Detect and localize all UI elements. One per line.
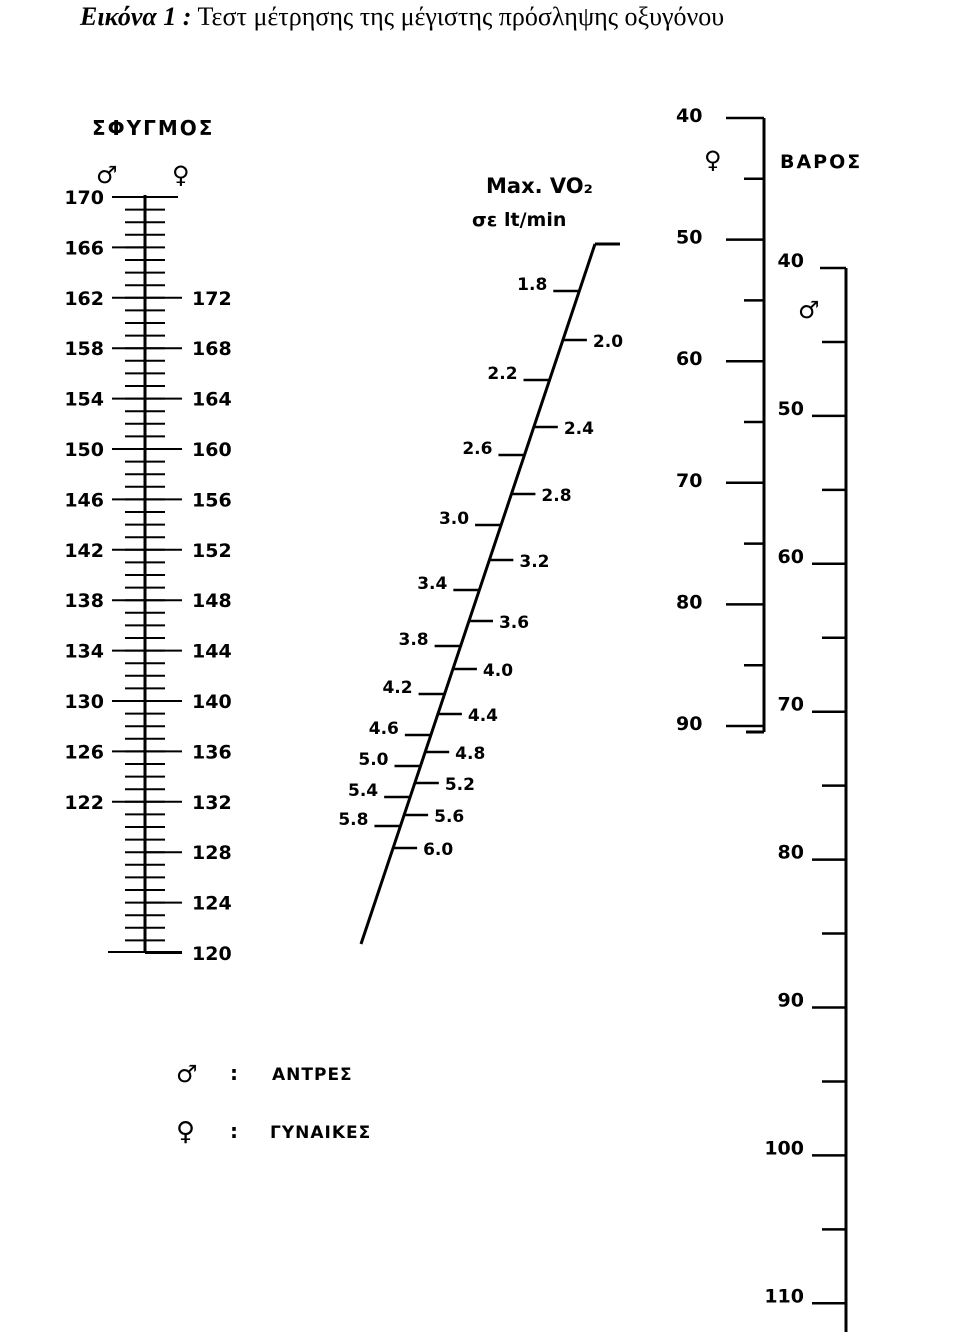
- vo2-right-value: 3.2: [519, 552, 550, 572]
- legend-female-symbol: ♀: [176, 1117, 196, 1147]
- legend-female-label: ΓΥΝΑΙΚΕΣ: [270, 1123, 372, 1143]
- vo2-right-value: 6.0: [423, 840, 454, 860]
- pulse-male-value: 142: [64, 539, 104, 562]
- pulse-female-value: 124: [192, 892, 232, 915]
- pulse-ticks: [108, 197, 182, 953]
- weight-female-marks: [676, 105, 764, 735]
- weight-male-value: 100: [764, 1137, 804, 1160]
- vo2-left-value: 5.8: [338, 810, 369, 830]
- weight-male-marks: [764, 250, 846, 1307]
- pulse-male-value: 150: [64, 439, 104, 461]
- pulse-female-value: 156: [192, 489, 232, 512]
- vo2-left-value: 2.2: [487, 364, 518, 384]
- pulse-male-value: 154: [64, 388, 104, 411]
- weight-male-value: 40: [777, 250, 804, 272]
- legend-male-label: ΑΝΤΡΕΣ: [272, 1065, 353, 1085]
- vo2-left-value: 1.8: [517, 275, 548, 295]
- pulse-female-value: 168: [192, 338, 232, 361]
- vo2-right-value: 2.8: [541, 486, 572, 506]
- vo2-left-value: 3.0: [438, 509, 470, 529]
- pulse-female-value: 172: [192, 287, 232, 310]
- weight-female-value: 70: [676, 469, 703, 492]
- pulse-male-value: 162: [64, 287, 104, 310]
- pulse-scale: [64, 116, 231, 965]
- vo2-left-value: 5.0: [358, 750, 389, 770]
- pulse-female-value: 152: [192, 539, 232, 562]
- vo2-left-value: 4.6: [368, 719, 399, 739]
- weight-male-symbol: ♂: [798, 296, 820, 324]
- weight-female-value: 80: [676, 591, 703, 614]
- vo2-right-marks: [393, 332, 623, 860]
- weight-male-value: 50: [777, 397, 804, 420]
- weight-male-value: 80: [777, 841, 804, 864]
- pulse-female-labels: [192, 288, 232, 965]
- weight-female-value: 60: [676, 348, 703, 371]
- vo2-right-value: 5.2: [444, 775, 475, 795]
- pulse-male-value: 170: [64, 187, 104, 209]
- weight-female-value: 50: [676, 226, 703, 249]
- weight-male-value: 60: [777, 545, 804, 568]
- vo2-scale-unit: σε lt/min: [472, 209, 567, 231]
- vo2-right-value: 3.6: [498, 613, 530, 633]
- legend-male-separator: :: [230, 1061, 238, 1085]
- pulse-male-value: 158: [64, 338, 104, 361]
- legend-male-symbol: ♂: [176, 1060, 198, 1088]
- vo2-right-value: 4.8: [455, 744, 486, 764]
- pulse-male-symbol: ♂: [96, 161, 118, 189]
- pulse-male-value: 166: [64, 237, 104, 260]
- pulse-female-value: 120: [192, 943, 232, 965]
- vo2-axis-line: [361, 244, 595, 944]
- pulse-female-value: 132: [192, 791, 232, 814]
- vo2-left-value: 4.2: [382, 678, 413, 698]
- pulse-male-value: 126: [64, 741, 104, 764]
- weight-female-value: 40: [676, 105, 703, 127]
- vo2-left-value: 3.8: [398, 630, 429, 650]
- pulse-female-symbol: ♀: [172, 161, 190, 189]
- vo2-right-value: 4.0: [482, 661, 514, 681]
- legend: [176, 1060, 371, 1147]
- vo2-scale: [338, 174, 623, 944]
- figure-label: Εικόνα 1 :: [80, 2, 192, 31]
- vo2-right-value: 4.4: [467, 706, 499, 726]
- vo2-scale-title: Max. VO₂: [486, 174, 593, 198]
- weight-male-value: 90: [777, 989, 804, 1012]
- pulse-female-value: 136: [192, 741, 232, 764]
- vo2-right-value: 2.0: [592, 332, 624, 352]
- weight-male-value: 110: [764, 1285, 804, 1308]
- weight-male-value: 70: [777, 693, 804, 716]
- pulse-scale-title: ΣΦΥΓΜΟΣ: [92, 116, 215, 140]
- vo2-left-value: 2.6: [462, 439, 493, 459]
- vo2-right-value: 5.6: [434, 807, 465, 827]
- pulse-female-value: 144: [192, 640, 232, 663]
- vo2-right-value: 2.4: [563, 419, 594, 439]
- pulse-male-labels: [64, 187, 104, 814]
- pulse-female-value: 128: [192, 842, 232, 865]
- vo2-left-value: 3.4: [417, 574, 448, 594]
- vo2-left-value: 5.4: [348, 781, 379, 801]
- weight-female-value: 90: [676, 713, 703, 735]
- weight-female-symbol: ♀: [704, 146, 722, 174]
- weight-scale-title: ΒΑΡΟΣ: [780, 151, 863, 173]
- pulse-female-value: 160: [192, 439, 232, 461]
- pulse-male-value: 130: [64, 691, 104, 713]
- pulse-female-value: 148: [192, 590, 232, 613]
- pulse-male-value: 122: [64, 791, 104, 814]
- pulse-male-value: 138: [64, 590, 104, 613]
- legend-female-separator: :: [230, 1119, 238, 1143]
- pulse-female-value: 140: [192, 691, 232, 713]
- figure-caption-text: Τεστ μέτρησης της μέγιστης πρόσληψης οξυγόνου: [197, 2, 725, 31]
- weight-scale: [676, 105, 862, 1332]
- pulse-male-value: 146: [64, 489, 104, 512]
- pulse-male-value: 134: [64, 640, 104, 663]
- pulse-female-value: 164: [192, 388, 232, 411]
